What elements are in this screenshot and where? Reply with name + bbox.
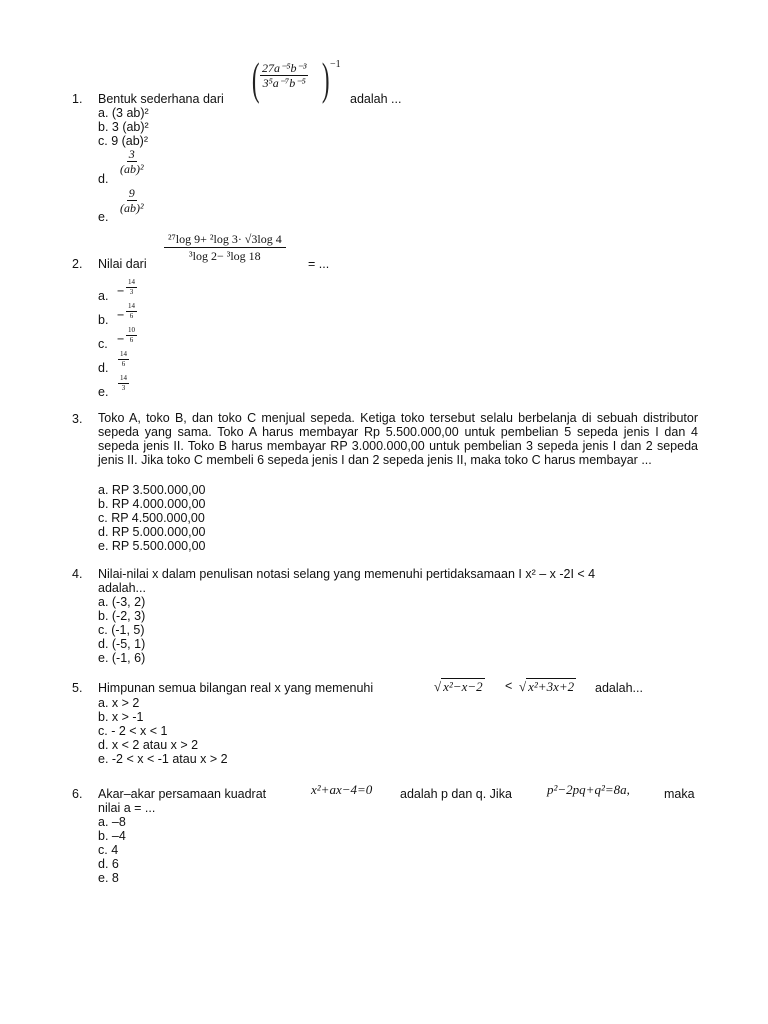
q5-sqrt-2-radicand: x²+3x+2	[528, 679, 575, 694]
q1-left-paren: (	[251, 53, 260, 104]
q5-number: 5.	[72, 681, 83, 695]
q1-option-d-numerator: 3	[128, 147, 135, 161]
q2-option-label: d.	[98, 361, 109, 375]
q1-option-d-label: d.	[98, 172, 109, 186]
q2-option-numerator: 14	[120, 350, 127, 358]
q1-number: 1.	[72, 92, 83, 106]
q2-text: Nilai dari	[98, 257, 147, 271]
q5-option-d: d. x < 2 atau x > 2	[98, 738, 199, 752]
q4-option-e: e. (-1, 6)	[98, 651, 146, 665]
q6-line-2: nilai a = ...	[98, 801, 156, 815]
q2-expression	[164, 233, 286, 262]
q3-text: Toko A, toko B, dan toko C menjual sepeda. Ketiga toko tersebut selalu berbelanja di sebuah distributor sepeda yang sama. Toko A harus membayar Rp 5.500.000,00 untuk pembelian 5 sepeda jenis I dan 4 sepeda jenis II. Toko B harus membayar RP 3.000.000,00 untuk pembelian 3 sepeda jenis I dan 2 sepeda jenis II. Jika toko C membeli 6 sepeda jenis I dan 2 sepeda jenis II, maka toko C harus membayar ...	[98, 411, 698, 467]
q2-option-fraction	[126, 303, 137, 320]
q2-expression-numerator: ²⁷log 9+ ²log 3· √3log 4	[164, 233, 286, 248]
q5-less-than: <	[505, 679, 513, 693]
q2-option-label: a.	[98, 289, 109, 303]
q2-expression-denominator: ³log 2− ³log 18	[189, 249, 261, 263]
q1-option-e-fraction	[118, 187, 146, 214]
q2-tail: = ...	[308, 257, 330, 271]
q1-option-c: c. 9 (ab)²	[98, 134, 149, 148]
q2-option-fraction	[118, 351, 129, 368]
q6-text-1: Akar–akar persamaan kuadrat	[98, 787, 267, 801]
q1-expression-numerator: 27a⁻⁵b⁻³	[262, 61, 307, 75]
q2-option-sign: −	[117, 332, 125, 346]
q6-option-d: d. 6	[98, 857, 119, 871]
q4-option-c: c. (-1, 5)	[98, 623, 145, 637]
q1-right-paren: )	[321, 53, 330, 104]
q6-option-a: a. –8	[98, 815, 126, 829]
q2-option-label: b.	[98, 313, 109, 327]
q2-option-fraction	[126, 327, 137, 344]
q1-option-e-numerator: 9	[128, 186, 135, 200]
q2-option-fraction	[126, 279, 137, 296]
q2-option-label: e.	[98, 385, 109, 399]
q1-option-e-denominator: (ab)²	[120, 201, 144, 215]
q6-equation-2: p²−2pq+q²=8a,	[547, 782, 630, 797]
q1-tail: adalah ...	[350, 92, 402, 106]
q5-option-c: c. - 2 < x < 1	[98, 724, 168, 738]
q5-sqrt-1: √ x²−x−2	[434, 679, 483, 694]
q5-sqrt-1-radicand: x²−x−2	[443, 679, 483, 694]
q6-option-e: e. 8	[98, 871, 119, 885]
q3-option-b: b. RP 4.000.000,00	[98, 497, 206, 511]
q1-option-b: b. 3 (ab)²	[98, 120, 149, 134]
q2-option-denominator: 3	[129, 288, 134, 296]
q6-equation-1: x²+ax−4=0	[311, 782, 373, 797]
q2-option-numerator: 10	[128, 326, 135, 334]
q1-option-a: a. (3 ab)²	[98, 106, 149, 120]
q2-option-denominator: 6	[121, 360, 126, 368]
q3-option-c: c. RP 4.500.000,00	[98, 511, 205, 525]
q2-option-sign: −	[117, 308, 125, 322]
q6-option-b: b. –4	[98, 829, 126, 843]
q2-option-denominator: 6	[129, 336, 134, 344]
q6-text-3: maka	[664, 787, 695, 801]
q4-number: 4.	[72, 567, 83, 581]
q6-option-c: c. 4	[98, 843, 119, 857]
q2-option-numerator: 14	[128, 278, 135, 286]
q5-option-e: e. -2 < x < -1 atau x > 2	[98, 752, 228, 766]
q4-line-1: Nilai-nilai x dalam penulisan notasi selang yang memenuhi pertidaksamaan I x² – x -2I < 4	[98, 567, 596, 581]
q4-option-b: b. (-2, 3)	[98, 609, 146, 623]
q5-option-b: b. x > -1	[98, 710, 144, 724]
q5-tail: adalah...	[595, 681, 643, 695]
q1-expression	[260, 62, 308, 89]
q4-option-a: a. (-3, 2)	[98, 595, 146, 609]
q1-text: Bentuk sederhana dari	[98, 92, 224, 106]
q6-text-2: adalah p dan q. Jika	[400, 787, 512, 801]
q5-sqrt-2: √ x²+3x+2	[519, 679, 575, 694]
q3-option-e: e. RP 5.500.000,00	[98, 539, 206, 553]
q2-option-denominator: 3	[121, 384, 126, 392]
q1-option-d-denominator: (ab)²	[120, 162, 144, 176]
q2-number: 2.	[72, 257, 83, 271]
q3-number: 3.	[72, 412, 83, 426]
q2-option-numerator: 14	[120, 374, 127, 382]
q4-option-d: d. (-5, 1)	[98, 637, 146, 651]
q6-number: 6.	[72, 787, 83, 801]
q4-line-2: adalah...	[98, 581, 146, 595]
q1-expression-denominator: 3⁵a⁻⁷b⁻⁵	[262, 76, 306, 90]
q1-expression-power: −1	[330, 59, 341, 70]
q1-option-d-fraction	[118, 148, 146, 175]
q2-option-fraction	[118, 375, 129, 392]
q5-option-a: a. x > 2	[98, 696, 140, 710]
q3-option-a: a. RP 3.500.000,00	[98, 483, 206, 497]
q2-option-numerator: 14	[128, 302, 135, 310]
q2-option-label: c.	[98, 337, 108, 351]
q1-option-e-label: e.	[98, 210, 109, 224]
q2-option-denominator: 6	[129, 312, 134, 320]
q3-option-d: d. RP 5.000.000,00	[98, 525, 206, 539]
q2-option-sign: −	[117, 284, 125, 298]
q5-text: Himpunan semua bilangan real x yang memenuhi	[98, 681, 374, 695]
